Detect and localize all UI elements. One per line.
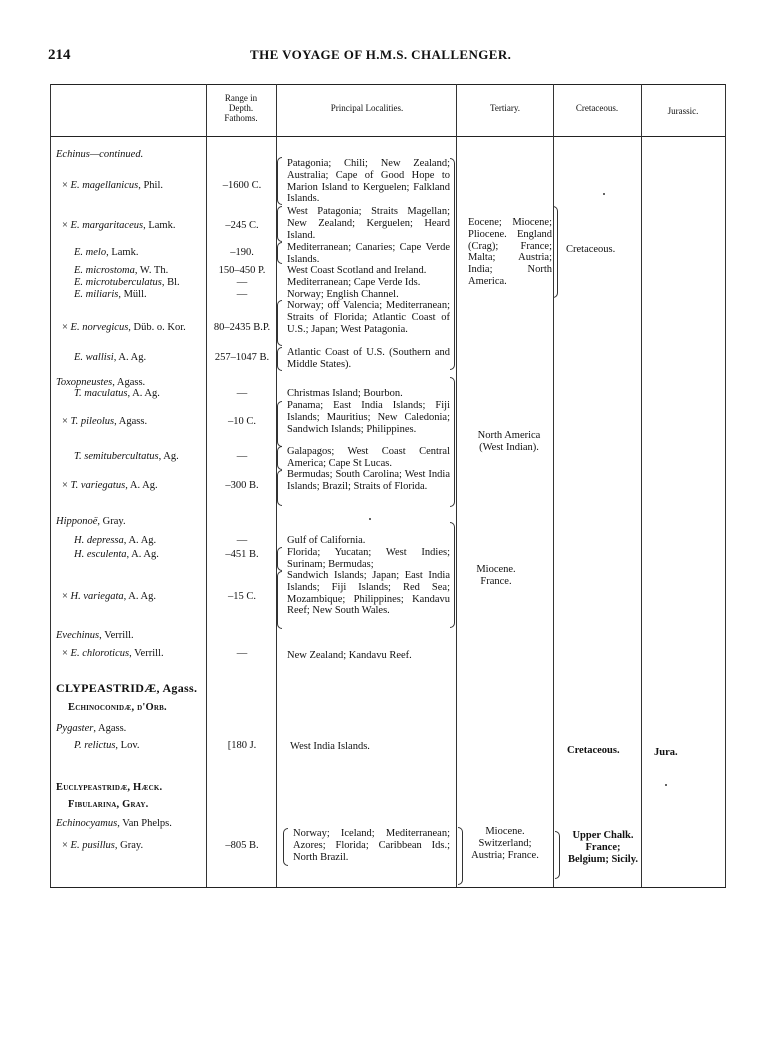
col-divider-jurassic [641, 84, 642, 887]
species-name: × E. norvegicus, Düb. o. Kor. [62, 322, 186, 333]
depth-range: –10 C. [227, 416, 256, 427]
species-name: E. miliaris, Müll. [74, 289, 147, 300]
depth-range: — [236, 535, 248, 546]
running-title: THE VOYAGE OF H.M.S. CHALLENGER. [250, 47, 512, 62]
locality-text: West Patagonia; Straits Magellan; New Zealand; Kerguelen; Heard Island. [287, 206, 450, 241]
depth-range: –805 B. [225, 840, 259, 851]
species-name: E. microtuberculatus, Bl. [74, 277, 180, 288]
locality-text: Bermudas; South Carolina; West India Islands; Brazil; Straits of Florida. [287, 469, 450, 492]
genus-heading: Echinus—continued. [56, 149, 144, 160]
cretaceous-text: Cretaceous. [567, 745, 620, 756]
group-brace-right [553, 206, 558, 298]
ink-dot [369, 518, 371, 520]
cretaceous-text: Cretaceous. [566, 244, 616, 255]
genus-heading: Toxopneustes, Agass. [56, 377, 146, 388]
depth-range: [180 J. [227, 740, 257, 751]
locality-brace [277, 470, 282, 506]
col-head-tertiary: Tertiary. [489, 103, 521, 113]
table-right-border [725, 84, 726, 887]
locality-text: West Coast Scotland and Ireland. [287, 265, 427, 276]
species-name: × E. chloroticus, Verrill. [62, 648, 164, 659]
locality-text: West India Islands. [290, 741, 370, 752]
col-divider-cretaceous [553, 84, 554, 887]
col-head-localities: Principal Localities. [330, 103, 404, 113]
species-name: E. melo, Lamk. [74, 247, 139, 258]
genus-heading: Echinocyamus, Van Phelps. [56, 818, 172, 829]
species-name: × H. variegata, A. Ag. [62, 591, 157, 602]
group-brace-right [555, 831, 560, 879]
genus-heading: Pygaster, Agass. [56, 723, 127, 734]
locality-brace [283, 828, 288, 866]
ink-dot [665, 784, 667, 786]
species-name: × E. pusillus, Gray. [62, 840, 144, 851]
species-name: × E. margaritaceus, Lamk. [62, 220, 176, 231]
depth-range: — [236, 289, 248, 300]
locality-brace [277, 401, 282, 447]
species-name: T. maculatus, A. Ag. [74, 388, 160, 399]
group-brace-right [458, 827, 463, 885]
depth-range: –15 C. [227, 591, 256, 602]
species-name: P. relictus, Lov. [74, 740, 140, 751]
tertiary-text: North America (West Indian). [477, 430, 541, 453]
locality-brace [277, 446, 282, 470]
depth-range: — [236, 277, 248, 288]
locality-brace [277, 157, 282, 205]
locality-text: Patagonia; Chili; New Zealand; Australia; Cape of Good Hope to Marion Island to Kerguelen; Falkland Islands. [287, 158, 450, 205]
depth-range: 257–1047 B. [214, 352, 270, 363]
locality-text: Norway; off Valencia; Mediterranean; Straits of Florida; Atlantic Coast of U.S.; Japan; West Patagonia. [287, 300, 450, 335]
family-heading: Euclypeastridæ, Hæck. [56, 782, 163, 793]
tertiary-text: Miocene. France. [476, 564, 516, 587]
species-name: × T. variegatus, A. Ag. [62, 480, 158, 491]
species-name: E. wallisi, A. Ag. [74, 352, 147, 363]
depth-range: 80–2435 B.P. [213, 322, 271, 333]
species-name: T. semitubercultatus, Ag. [74, 451, 179, 462]
species-name: H. esculenta, A. Ag. [74, 549, 159, 560]
locality-text: Sandwich Islands; Japan; East India Islands; Fiji Islands; Red Sea; Mozambique; Philippines; Kandavu Reef; New South Wales. [287, 570, 450, 617]
col-divider-tertiary [456, 84, 457, 887]
locality-brace [277, 571, 282, 629]
subfamily-heading: Echinoconidæ, d'Orb. [68, 702, 167, 713]
species-name: × E. magellanicus, Phil. [62, 180, 164, 191]
locality-text: Norway; Iceland; Mediterranean; Azores; Florida; Caribbean Ids.; North Brazil. [293, 828, 450, 863]
depth-range: –245 C. [225, 220, 259, 231]
locality-text: Christmas Island; Bourbon. [287, 388, 403, 399]
depth-range: — [236, 388, 248, 399]
locality-text: Galapagos; West Coast Central America; Cape St Lucas. [287, 446, 450, 469]
header-bottom-rule [50, 136, 726, 137]
depth-range: — [236, 451, 248, 462]
col-head-range: Range in Depth. Fathoms. [224, 93, 258, 123]
locality-text: Mediterranean; Canaries; Cape Verde Islands. [287, 242, 450, 265]
depth-range: –1600 C. [222, 180, 262, 191]
depth-range: –190. [230, 247, 254, 258]
subfamily-heading: Fibularina, Gray. [68, 799, 149, 810]
genus-heading: Hipponoë, Gray. [56, 516, 126, 527]
locality-text: New Zealand; Kandavu Reef. [287, 650, 412, 661]
depth-range: 150–450 P. [218, 265, 266, 276]
col-head-cretaceous: Cretaceous. [575, 103, 619, 113]
locality-text: Panama; East India Islands; Fiji Islands; Mauritius; New Caledonia; Sandwich Islands; Philippines. [287, 400, 450, 435]
locality-brace [277, 242, 282, 264]
species-name: × T. pileolus, Agass. [62, 416, 148, 427]
jurassic-text: Jura. [654, 747, 678, 758]
locality-brace [277, 547, 282, 571]
locality-brace [277, 347, 282, 371]
table-top-rule [50, 84, 726, 85]
ink-dot [603, 193, 605, 195]
group-brace-right [450, 522, 455, 628]
col-head-jurassic: Jurassic. [667, 106, 699, 116]
locality-text: Gulf of California. [287, 535, 366, 546]
species-name: H. depressa, A. Ag. [74, 535, 157, 546]
tertiary-text: Miocene. Switzerland; Austria; France. [471, 826, 539, 861]
locality-text: Mediterranean; Cape Verde Ids. [287, 277, 421, 288]
species-name: E. microstoma, W. Th. [74, 265, 169, 276]
cretaceous-text: Upper Chalk. France; Belgium; Sicily. [567, 830, 638, 865]
table-bottom-rule [50, 887, 726, 888]
locality-text: Florida; Yucatan; West Indies; Surinam; Bermudas; [287, 547, 450, 570]
tertiary-text: Eocene; Miocene; Pliocene. England (Crag); France; Malta; Austria; India; North America. [468, 217, 552, 287]
group-brace-right [450, 377, 455, 507]
page-number: 214 [48, 47, 71, 63]
depth-range: — [236, 648, 248, 659]
family-heading: CLYPEASTRIDÆ, Agass. [56, 681, 198, 695]
locality-text: Norway; English Channel. [287, 289, 399, 300]
locality-brace [277, 300, 282, 346]
group-brace-right [450, 158, 455, 370]
locality-text: Atlantic Coast of U.S. (Southern and Middle States). [287, 347, 450, 370]
depth-range: –451 B. [225, 549, 259, 560]
genus-heading: Evechinus, Verrill. [56, 630, 134, 641]
locality-brace [277, 206, 282, 242]
table-left-border [50, 84, 51, 887]
depth-range: –300 B. [225, 480, 259, 491]
